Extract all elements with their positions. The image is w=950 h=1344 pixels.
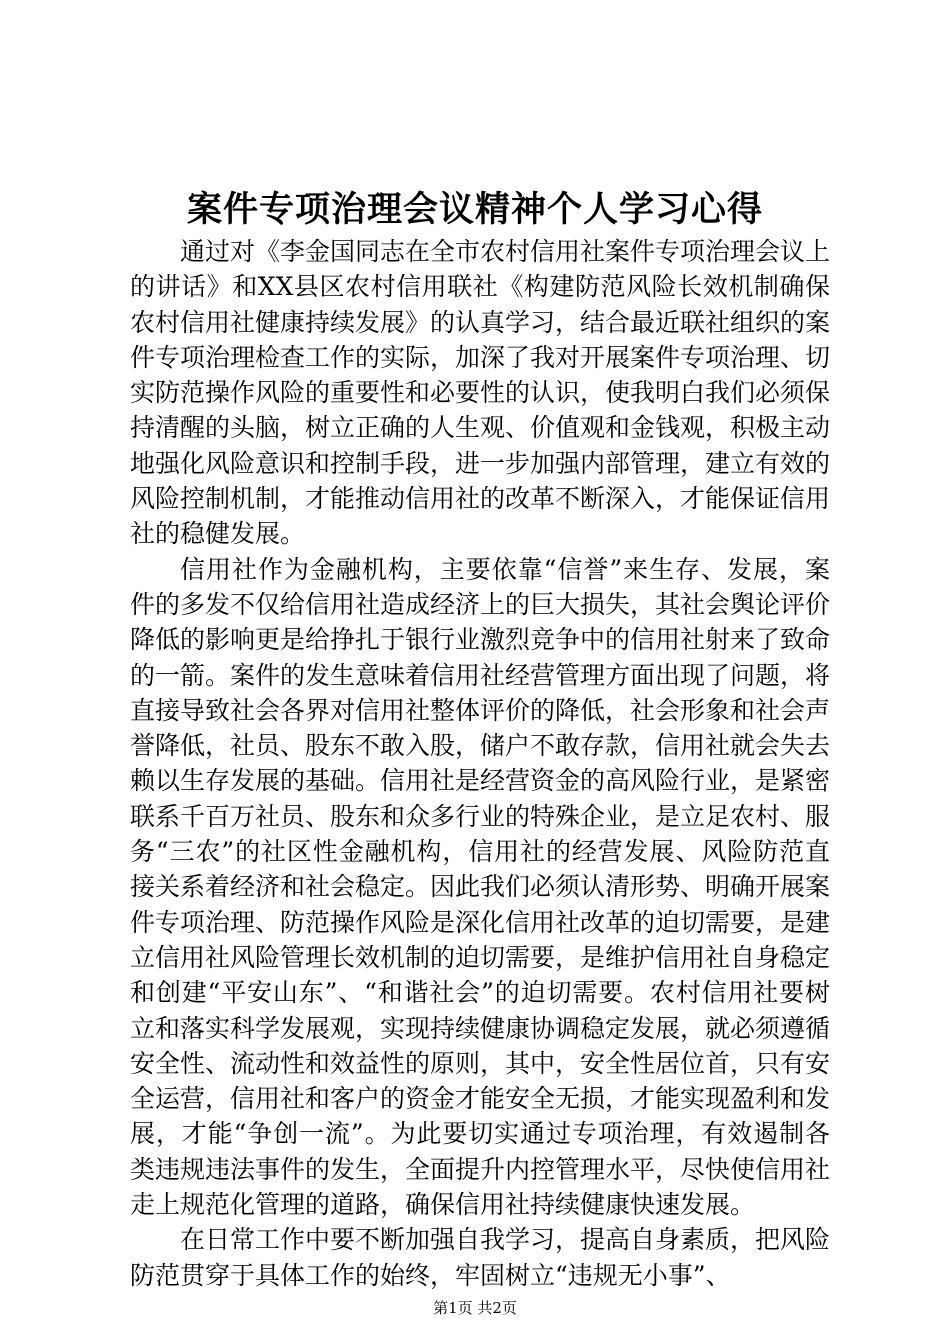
document-title: 案件专项治理会议精神个人学习心得 [186, 189, 763, 230]
paragraph-1: 通过对《李金国同志在全市农村信用社案件专项治理会议上的讲话》和XX县区农村信用联社《构建防范风险长效机制确保农村信用社健康持续发展》的认真学习，结合最近联社组织的案件专项治理检查工作的实际，加深了我对开展案件专项治理、切实防范操作风险的重要性和必要性的认识，使我明白我们必须保持清醒的头脑，树立正确的人生观、价值观和金钱观，积极主动地强化风险意识和控制手段，进一步加强内部管理，建立有效的风险控制机制，才能推动信用社的改革不断深入，才能保证信用社的稳健发展。 [130, 237, 831, 549]
page-number-footer: 第1页 共2页 [433, 1299, 517, 1317]
paragraph-3: 在日常工作中要不断加强自我学习，提高自身素质，把风险防范贯穿于具体工作的始终，牢固树立“违规无小事”、 [130, 1225, 831, 1290]
paragraph-2: 信用社作为金融机构，主要依靠“信誉”来生存、发展，案件的多发不仅给信用社造成经济上的巨大损失，其社会舆论评价降低的影响更是给挣扎于银行业激烈竞争中的信用社射来了致命的一箭。案件的发生意味着信用社经营管理方面出现了问题，将直接导致社会各界对信用社整体评价的降低，社会形象和社会声誉降低，社员、股东不敢入股，储户不敢存款，信用社就会失去赖以生存发展的基础。信用社是经营资金的高风险行业，是紧密联系千百万社员、股东和众多行业的特殊企业，是立足农村、服务“三农”的社区性金融机构，信用社的经营发展、风险防范直接关系着经济和社会稳定。因此我们必须认清形势、明确开展案件专项治理、防范操作风险是深化信用社改革的迫切需要，是建立信用社风险管理长效机制的迫切需要，是维护信用社自身稳定和创建“平安山东”、“和谐社会”的迫切需要。农村信用社要树立和落实科学发展观，实现持续健康协调稳定发展，就必须遵循安全性、流动性和效益性的原则，其中，安全性居位首，只有安全运营，信用社和客户的资金才能安全无损，才能实现盈利和发展，才能“争创一流”。为此要切实通过专项治理，有效遏制各类违规违法事件的发生，全面提升内控管理水平，尽快使信用社走上规范化管理的道路，确保信用社持续健康快速发展。 [130, 554, 831, 1220]
document-body [130, 234, 830, 1293]
